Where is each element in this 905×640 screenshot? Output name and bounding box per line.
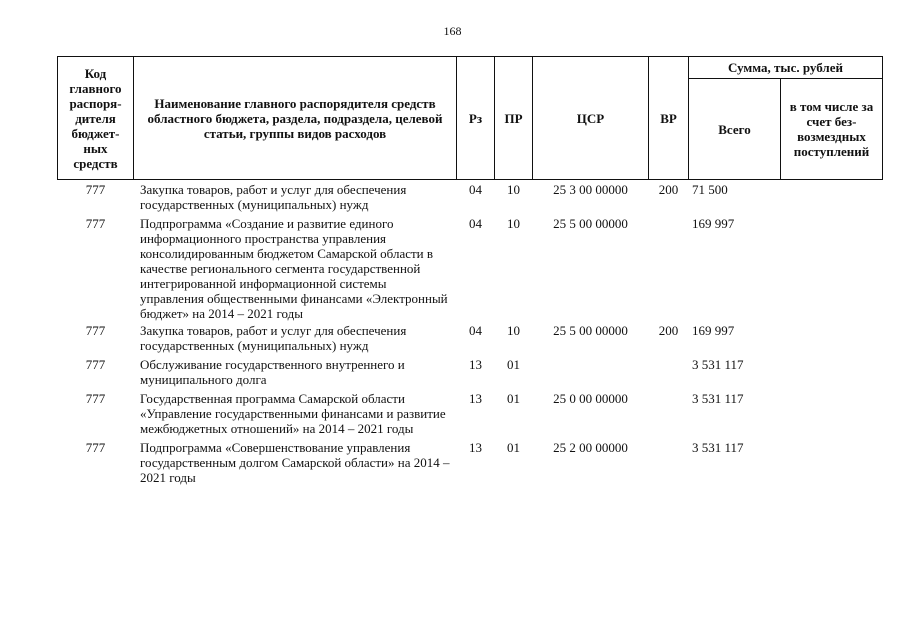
cell-name: Государственная программа Самарской области «Управление государственными финансами и развитие межбюджетных отношений» на 2014 – 2021 годы: [140, 391, 446, 436]
cell-name: Подпрограмма «Совершенствование управления государственным долгом Самарской области» на 2014 – 2021 годы: [140, 440, 450, 485]
cell-vr: 200: [658, 323, 679, 338]
cell-csr: 25 0 00 00000: [553, 391, 628, 406]
table-row: [58, 353, 883, 387]
header-code: Код главного распоря-дителя бюджет-ных средств: [58, 57, 134, 180]
cell-csr: 25 5 00 00000: [553, 323, 628, 338]
cell-rz: 04: [469, 323, 482, 338]
table-row: [58, 436, 883, 485]
budget-table-container: [57, 56, 883, 485]
table-row: [58, 387, 883, 436]
header-including: в том числе за счет без-возмездных поступлений: [781, 79, 883, 180]
table-row: [58, 180, 883, 213]
cell-pr: 10: [507, 216, 520, 231]
header-name: Наименование главного распорядителя средств областного бюджета, раздела, подраздела, целевой статьи, группы видов расходов: [134, 57, 457, 180]
cell-total: 3 531 117: [692, 357, 744, 372]
table-header: [58, 57, 883, 180]
cell-name: Закупка товаров, работ и услуг для обеспечения государственных (муниципальных) нужд: [140, 323, 407, 353]
cell-vr: [649, 212, 689, 321]
cell-code: 777: [85, 357, 106, 372]
cell-code: 777: [85, 440, 106, 455]
cell-total: 169 997: [692, 323, 735, 338]
cell-including: [781, 212, 883, 321]
cell-name: Обслуживание государственного внутреннего и муниципального долга: [140, 357, 405, 387]
header-vr: ВР: [649, 57, 689, 180]
cell-pr: 01: [507, 391, 520, 406]
cell-csr: 25 3 00 00000: [553, 182, 628, 197]
cell-vr: [649, 353, 689, 387]
cell-vr: [649, 436, 689, 485]
cell-including: [781, 436, 883, 485]
cell-pr: 01: [507, 357, 520, 372]
cell-total: 71 500: [692, 182, 728, 197]
cell-total: 3 531 117: [692, 391, 744, 406]
header-rz: Рз: [457, 57, 495, 180]
cell-name: Закупка товаров, работ и услуг для обеспечения государственных (муниципальных) нужд: [140, 182, 407, 212]
cell-code: 777: [85, 391, 106, 406]
table-row: [58, 212, 883, 321]
cell-vr: 200: [658, 182, 679, 197]
page-number: 168: [443, 24, 462, 38]
header-csr: ЦСР: [533, 57, 649, 180]
cell-csr: 25 2 00 00000: [553, 440, 628, 455]
cell-csr: 25 5 00 00000: [553, 216, 628, 231]
header-total: Всего: [689, 79, 781, 180]
table-row: [58, 321, 883, 353]
cell-code: 777: [85, 323, 106, 338]
cell-rz: 04: [469, 182, 482, 197]
cell-code: 777: [85, 182, 106, 197]
cell-vr: [649, 387, 689, 436]
cell-total: 169 997: [692, 216, 735, 231]
cell-code: 777: [85, 216, 106, 231]
cell-csr: [533, 353, 649, 387]
cell-rz: 13: [469, 440, 482, 455]
cell-total: 3 531 117: [692, 440, 744, 455]
cell-including: [781, 321, 883, 353]
header-sum-group: Сумма, тыс. рублей: [689, 57, 883, 79]
cell-including: [781, 387, 883, 436]
cell-including: [781, 180, 883, 213]
cell-pr: 01: [507, 440, 520, 455]
cell-pr: 10: [507, 182, 520, 197]
table-body: [58, 180, 883, 486]
cell-rz: 04: [469, 216, 482, 231]
cell-name: Подпрограмма «Создание и развитие единого информационного пространства управления консолидированным бюджетом Самарской области в качестве регионального сегмента государственной интегрированной информационной системы управления общественными финансами «Электронный бюджет» на 2014 – 2021 годы: [140, 216, 448, 321]
budget-table: [57, 56, 883, 485]
header-pr: ПР: [495, 57, 533, 180]
cell-rz: 13: [469, 357, 482, 372]
cell-including: [781, 353, 883, 387]
cell-pr: 10: [507, 323, 520, 338]
cell-rz: 13: [469, 391, 482, 406]
